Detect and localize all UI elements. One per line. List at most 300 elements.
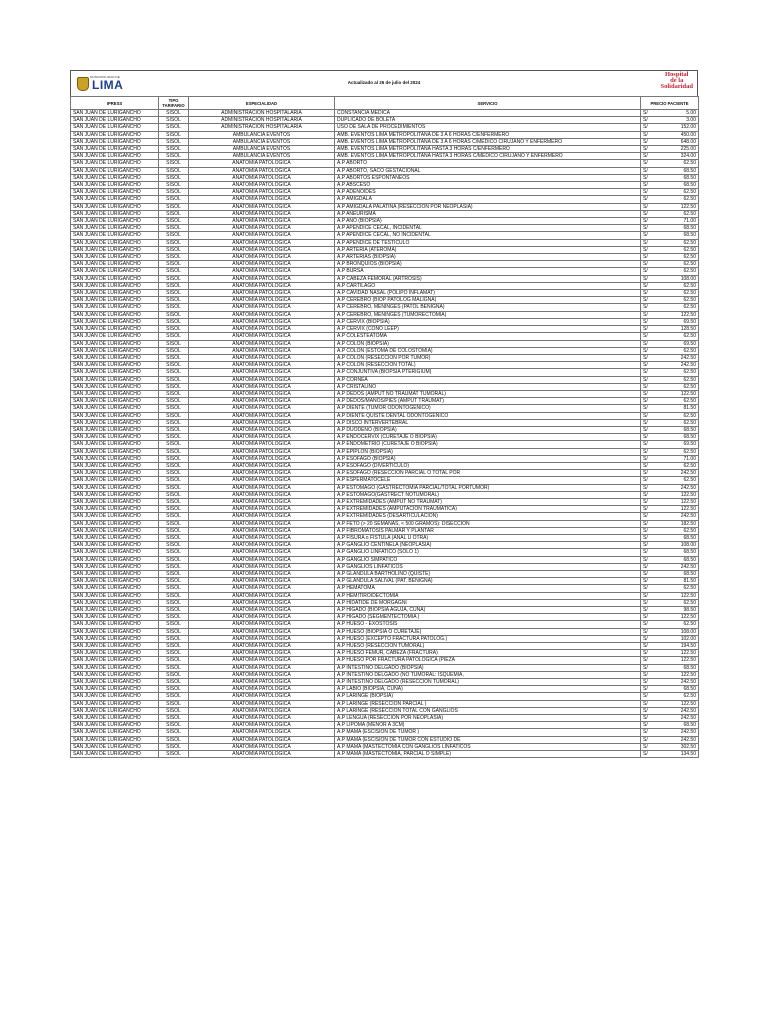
cell-especialidad: ANATOMIA PATOLOGICA	[189, 419, 335, 426]
table-row	[71, 282, 699, 289]
cell-ipress: SAN JUAN DE LURIGANCHO	[71, 290, 159, 297]
cell-tipo: SISOL	[159, 398, 189, 405]
cell-ipress: SAN JUAN DE LURIGANCHO	[71, 498, 159, 505]
cell-tipo: SISOL	[159, 513, 189, 520]
price-table	[70, 96, 699, 758]
cell-tipo: SISOL	[159, 462, 189, 469]
cell-especialidad: ANATOMIA PATOLOGICA	[189, 484, 335, 491]
cell-servicio: A.P HIDATIDE DE MORGAGNI	[335, 599, 641, 606]
table-row	[71, 174, 699, 181]
cell-ipress: SAN JUAN DE LURIGANCHO	[71, 614, 159, 621]
cell-price: 62.50	[659, 419, 699, 426]
cell-price: 108.00	[659, 542, 699, 549]
cell-tipo: SISOL	[159, 506, 189, 513]
cell-servicio: A.P CAVIDAD NASAL (POLIPO INFLAMAT)	[335, 290, 641, 297]
cell-price: 69.50	[659, 318, 699, 325]
table-row	[71, 239, 699, 246]
cell-ipress: SAN JUAN DE LURIGANCHO	[71, 398, 159, 405]
cell-especialidad: ANATOMIA PATOLOGICA	[189, 513, 335, 520]
cell-especialidad: ANATOMIA PATOLOGICA	[189, 527, 335, 534]
cell-ipress: SAN JUAN DE LURIGANCHO	[71, 578, 159, 585]
cell-ipress: SAN JUAN DE LURIGANCHO	[71, 549, 159, 556]
table-row	[71, 376, 699, 383]
cell-currency: S/	[641, 578, 659, 585]
table-row	[71, 261, 699, 268]
cell-tipo: SISOL	[159, 239, 189, 246]
cell-currency: S/	[641, 686, 659, 693]
cell-price: 68.50	[659, 556, 699, 563]
cell-ipress: SAN JUAN DE LURIGANCHO	[71, 268, 159, 275]
cell-price: 71.00	[659, 218, 699, 225]
cell-tipo: SISOL	[159, 390, 189, 397]
cell-tipo: SISOL	[159, 621, 189, 628]
cell-currency: S/	[641, 722, 659, 729]
cell-especialidad: ANATOMIA PATOLOGICA	[189, 736, 335, 743]
cell-especialidad: ANATOMIA PATOLOGICA	[189, 491, 335, 498]
table-row	[71, 311, 699, 318]
cell-price: 122.50	[659, 491, 699, 498]
cell-especialidad: ANATOMIA PATOLOGICA	[189, 621, 335, 628]
table-row	[71, 513, 699, 520]
cell-especialidad: ANATOMIA PATOLOGICA	[189, 448, 335, 455]
cell-especialidad: ANATOMIA PATOLOGICA	[189, 232, 335, 239]
cell-especialidad: ANATOMIA PATOLOGICA	[189, 520, 335, 527]
cell-tipo: SISOL	[159, 657, 189, 664]
cell-servicio: A.P COLON (RESECCION TOTAL)	[335, 362, 641, 369]
table-row	[71, 578, 699, 585]
cell-price: 62.50	[659, 599, 699, 606]
cell-especialidad: ANATOMIA PATOLOGICA	[189, 254, 335, 261]
cell-servicio: A.P LENGUA (RESECCION POR NEOPLASIA)	[335, 715, 641, 722]
cell-especialidad: ANATOMIA PATOLOGICA	[189, 506, 335, 513]
cell-tipo: SISOL	[159, 347, 189, 354]
cell-tipo: SISOL	[159, 715, 189, 722]
cell-ipress: SAN JUAN DE LURIGANCHO	[71, 117, 159, 124]
cell-price: 68.50	[659, 686, 699, 693]
cell-especialidad: AMBULANCIA EVENTOS	[189, 146, 335, 153]
table-row	[71, 203, 699, 210]
cell-tipo: SISOL	[159, 448, 189, 455]
cell-price: 152.00	[659, 124, 699, 131]
cell-price: 122.50	[659, 614, 699, 621]
cell-price: 62.50	[659, 189, 699, 196]
table-header-row	[71, 97, 699, 110]
cell-ipress: SAN JUAN DE LURIGANCHO	[71, 585, 159, 592]
cell-ipress: SAN JUAN DE LURIGANCHO	[71, 599, 159, 606]
cell-ipress: SAN JUAN DE LURIGANCHO	[71, 679, 159, 686]
cell-tipo: SISOL	[159, 376, 189, 383]
cell-especialidad: ANATOMIA PATOLOGICA	[189, 390, 335, 397]
cell-ipress: SAN JUAN DE LURIGANCHO	[71, 664, 159, 671]
cell-ipress: SAN JUAN DE LURIGANCHO	[71, 405, 159, 412]
cell-price: 62.50	[659, 333, 699, 340]
cell-currency: S/	[641, 751, 659, 758]
cell-price: 450.00	[659, 131, 699, 138]
cell-tipo: SISOL	[159, 556, 189, 563]
cell-servicio: A.P INTESTINO DELGADO (BIOPSIA)	[335, 664, 641, 671]
cell-ipress: SAN JUAN DE LURIGANCHO	[71, 426, 159, 433]
cell-especialidad: AMBULANCIA EVENTOS	[189, 153, 335, 160]
cell-currency: S/	[641, 196, 659, 203]
cell-ipress: SAN JUAN DE LURIGANCHO	[71, 182, 159, 189]
cell-currency: S/	[641, 650, 659, 657]
table-row	[71, 405, 699, 412]
table-row	[71, 664, 699, 671]
table-row	[71, 196, 699, 203]
cell-ipress: SAN JUAN DE LURIGANCHO	[71, 729, 159, 736]
cell-ipress: SAN JUAN DE LURIGANCHO	[71, 513, 159, 520]
cell-servicio: A.P APENDICE CECAL, INCIDENTAL	[335, 225, 641, 232]
cell-price: 242.50	[659, 484, 699, 491]
cell-servicio: A.P CEREBRO, MENINGES (PATOL BENIGNA)	[335, 304, 641, 311]
cell-especialidad: ANATOMIA PATOLOGICA	[189, 333, 335, 340]
cell-especialidad: ANATOMIA PATOLOGICA	[189, 282, 335, 289]
cell-especialidad: ANATOMIA PATOLOGICA	[189, 398, 335, 405]
cell-currency: S/	[641, 520, 659, 527]
cell-especialidad: ANATOMIA PATOLOGICA	[189, 455, 335, 462]
table-row	[71, 117, 699, 124]
cell-especialidad: ANATOMIA PATOLOGICA	[189, 354, 335, 361]
cell-especialidad: ANATOMIA PATOLOGICA	[189, 426, 335, 433]
cell-price: 68.50	[659, 232, 699, 239]
cell-tipo: SISOL	[159, 700, 189, 707]
cell-currency: S/	[641, 534, 659, 541]
table-row	[71, 462, 699, 469]
cell-servicio: A.P ESTOMAGO (GASTRECTOMIA PARCIAL/TOTAL PORTUMOR)	[335, 484, 641, 491]
cell-currency: S/	[641, 131, 659, 138]
cell-ipress: SAN JUAN DE LURIGANCHO	[71, 635, 159, 642]
cell-servicio: A.P CABEZA FEMORAL (ARTROSIS)	[335, 275, 641, 282]
table-row	[71, 592, 699, 599]
cell-tipo: SISOL	[159, 426, 189, 433]
cell-ipress: SAN JUAN DE LURIGANCHO	[71, 218, 159, 225]
cell-price: 242.50	[659, 679, 699, 686]
cell-servicio: A.P ENDOMETRIO (CURETAJE O BIOPSIA)	[335, 441, 641, 448]
cell-currency: S/	[641, 290, 659, 297]
cell-tipo: SISOL	[159, 412, 189, 419]
cell-price: 324.00	[659, 153, 699, 160]
cell-ipress: SAN JUAN DE LURIGANCHO	[71, 369, 159, 376]
cell-price: 62.50	[659, 398, 699, 405]
cell-ipress: SAN JUAN DE LURIGANCHO	[71, 362, 159, 369]
cell-servicio: A.P GLANDULA BARTHOLINO (QUISTE)	[335, 571, 641, 578]
cell-currency: S/	[641, 138, 659, 145]
table-row	[71, 448, 699, 455]
cell-ipress: SAN JUAN DE LURIGANCHO	[71, 607, 159, 614]
cell-ipress: SAN JUAN DE LURIGANCHO	[71, 441, 159, 448]
cell-price: 62.50	[659, 462, 699, 469]
table-row	[71, 751, 699, 758]
cell-currency: S/	[641, 679, 659, 686]
table-row	[71, 167, 699, 174]
cell-especialidad: ADMINISTRACION HOSPITALARIA	[189, 110, 335, 117]
cell-price: 225.00	[659, 146, 699, 153]
cell-servicio: A.P ESPERMATOCELE	[335, 477, 641, 484]
cell-currency: S/	[641, 635, 659, 642]
cell-servicio: A.P CEREBRO (BIOP PATOLOG MALIGNA)	[335, 297, 641, 304]
cell-servicio: A.P ABORTOS ESPONTANEOS	[335, 174, 641, 181]
table-row	[71, 138, 699, 145]
cell-tipo: SISOL	[159, 146, 189, 153]
cell-especialidad: ANATOMIA PATOLOGICA	[189, 340, 335, 347]
table-row	[71, 326, 699, 333]
cell-tipo: SISOL	[159, 686, 189, 693]
cell-especialidad: ADMINISTRACION HOSPITALARIA	[189, 117, 335, 124]
cell-tipo: SISOL	[159, 354, 189, 361]
cell-especialidad: ANATOMIA PATOLOGICA	[189, 297, 335, 304]
table-row	[71, 318, 699, 325]
cell-tipo: SISOL	[159, 318, 189, 325]
table-row	[71, 679, 699, 686]
cell-tipo: SISOL	[159, 218, 189, 225]
cell-tipo: SISOL	[159, 571, 189, 578]
cell-tipo: SISOL	[159, 693, 189, 700]
cell-tipo: SISOL	[159, 254, 189, 261]
cell-servicio: CONSTANCIA MEDICA	[335, 110, 641, 117]
cell-tipo: SISOL	[159, 167, 189, 174]
cell-ipress: SAN JUAN DE LURIGANCHO	[71, 477, 159, 484]
cell-especialidad: ANATOMIA PATOLOGICA	[189, 628, 335, 635]
cell-tipo: SISOL	[159, 362, 189, 369]
cell-currency: S/	[641, 628, 659, 635]
cell-price: 5.00	[659, 110, 699, 117]
cell-ipress: SAN JUAN DE LURIGANCHO	[71, 434, 159, 441]
cell-price: 108.00	[659, 628, 699, 635]
cell-price: 62.50	[659, 290, 699, 297]
cell-ipress: SAN JUAN DE LURIGANCHO	[71, 707, 159, 714]
table-row	[71, 268, 699, 275]
cell-price: 62.50	[659, 369, 699, 376]
cell-currency: S/	[641, 693, 659, 700]
cell-tipo: SISOL	[159, 671, 189, 678]
cell-price: 242.50	[659, 354, 699, 361]
cell-ipress: SAN JUAN DE LURIGANCHO	[71, 592, 159, 599]
table-row	[71, 643, 699, 650]
cell-servicio: A.P EXTREMIDADES (AMPUT NO TRAUMAT)	[335, 498, 641, 505]
table-row	[71, 686, 699, 693]
table-row	[71, 542, 699, 549]
cell-currency: S/	[641, 614, 659, 621]
cell-ipress: SAN JUAN DE LURIGANCHO	[71, 506, 159, 513]
cell-servicio: A.P FIBROMATOSIS PALMAR Y PLANTAR	[335, 527, 641, 534]
cell-especialidad: ANATOMIA PATOLOGICA	[189, 470, 335, 477]
cell-ipress: SAN JUAN DE LURIGANCHO	[71, 304, 159, 311]
cell-especialidad: ANATOMIA PATOLOGICA	[189, 671, 335, 678]
cell-price: 122.50	[659, 506, 699, 513]
cell-tipo: SISOL	[159, 434, 189, 441]
cell-servicio: A.P HUESO (BIOPSIA O CURETAJE)	[335, 628, 641, 635]
cell-tipo: SISOL	[159, 383, 189, 390]
cell-price: 68.50	[659, 534, 699, 541]
cell-especialidad: ANATOMIA PATOLOGICA	[189, 657, 335, 664]
cell-ipress: SAN JUAN DE LURIGANCHO	[71, 563, 159, 570]
cell-especialidad: ANATOMIA PATOLOGICA	[189, 679, 335, 686]
cell-currency: S/	[641, 225, 659, 232]
cell-ipress: SAN JUAN DE LURIGANCHO	[71, 239, 159, 246]
cell-servicio: A.P LIPOMA (MENOR A 3CM)	[335, 722, 641, 729]
cell-servicio: A.P ANEURISMA	[335, 210, 641, 217]
cell-price: 62.50	[659, 297, 699, 304]
cell-especialidad: AMBULANCIA EVENTOS	[189, 131, 335, 138]
cell-especialidad: ANATOMIA PATOLOGICA	[189, 729, 335, 736]
table-row	[71, 520, 699, 527]
cell-price: 122.50	[659, 700, 699, 707]
cell-servicio: A.P LARINGE (RESECCION TOTAL CON GANGLIOS	[335, 707, 641, 714]
cell-price: 122.50	[659, 650, 699, 657]
cell-servicio: A.P CRISTALINO	[335, 383, 641, 390]
table-row	[71, 426, 699, 433]
table-row	[71, 736, 699, 743]
cell-ipress: SAN JUAN DE LURIGANCHO	[71, 628, 159, 635]
cell-currency: S/	[641, 362, 659, 369]
cell-price: 62.50	[659, 347, 699, 354]
cell-servicio: A.P APENDICE DE TESTICULO	[335, 239, 641, 246]
table-row	[71, 304, 699, 311]
cell-especialidad: ANATOMIA PATOLOGICA	[189, 369, 335, 376]
cell-especialidad: ANATOMIA PATOLOGICA	[189, 261, 335, 268]
cell-tipo: SISOL	[159, 477, 189, 484]
table-row	[71, 556, 699, 563]
cell-ipress: SAN JUAN DE LURIGANCHO	[71, 383, 159, 390]
cell-servicio: A.P GANGLIO CENTINELA (NEOPLASIA)	[335, 542, 641, 549]
cell-currency: S/	[641, 218, 659, 225]
cell-currency: S/	[641, 146, 659, 153]
cell-servicio: A.P LARINGE (RESECCION PARCIAL )	[335, 700, 641, 707]
cell-price: 68.50	[659, 174, 699, 181]
cell-ipress: SAN JUAN DE LURIGANCHO	[71, 297, 159, 304]
cell-servicio: A.P GANGLIO SIMPATICO	[335, 556, 641, 563]
cell-price: 62.50	[659, 412, 699, 419]
cell-currency: S/	[641, 354, 659, 361]
cell-tipo: SISOL	[159, 369, 189, 376]
cell-servicio: A.P HUESO (EXCEPTO FRACTURA PATOLOG.)	[335, 635, 641, 642]
cell-ipress: SAN JUAN DE LURIGANCHO	[71, 643, 159, 650]
cell-price: 62.50	[659, 239, 699, 246]
cell-price: 648.00	[659, 138, 699, 145]
cell-servicio: A.P COLON (BIOPSIA)	[335, 340, 641, 347]
cell-especialidad: ANATOMIA PATOLOGICA	[189, 650, 335, 657]
cell-especialidad: ANATOMIA PATOLOGICA	[189, 225, 335, 232]
cell-ipress: SAN JUAN DE LURIGANCHO	[71, 318, 159, 325]
table-row	[71, 534, 699, 541]
cell-currency: S/	[641, 434, 659, 441]
cell-price: 62.50	[659, 383, 699, 390]
cell-servicio: AMB. EVENTOS LIMA METROPOLITANA HASTA 3 HORAS C/MEDICO CIRUJANO Y ENFERMERO	[335, 153, 641, 160]
cell-especialidad: ANATOMIA PATOLOGICA	[189, 715, 335, 722]
cell-especialidad: ANATOMIA PATOLOGICA	[189, 304, 335, 311]
cell-currency: S/	[641, 304, 659, 311]
cell-especialidad: ANATOMIA PATOLOGICA	[189, 751, 335, 758]
cell-currency: S/	[641, 117, 659, 124]
cell-tipo: SISOL	[159, 650, 189, 657]
cell-especialidad: ANATOMIA PATOLOGICA	[189, 167, 335, 174]
cell-ipress: SAN JUAN DE LURIGANCHO	[71, 225, 159, 232]
table-row	[71, 607, 699, 614]
logo-big-text: LIMA	[92, 78, 124, 92]
cell-ipress: SAN JUAN DE LURIGANCHO	[71, 210, 159, 217]
sheet-header	[70, 70, 698, 96]
table-row	[71, 390, 699, 397]
cell-tipo: SISOL	[159, 729, 189, 736]
table-row	[71, 369, 699, 376]
cell-servicio: A.P HEMITIROIDECTOMIA	[335, 592, 641, 599]
cell-price: 108.00	[659, 275, 699, 282]
cell-price: 68.50	[659, 225, 699, 232]
col-precio-paciente: PRECIO PACIENTE	[641, 97, 699, 110]
cell-currency: S/	[641, 585, 659, 592]
cell-ipress: SAN JUAN DE LURIGANCHO	[71, 333, 159, 340]
cell-tipo: SISOL	[159, 117, 189, 124]
cell-currency: S/	[641, 268, 659, 275]
cell-servicio: A.P EPIPLON (BIOPSIA)	[335, 448, 641, 455]
table-row	[71, 700, 699, 707]
table-row	[71, 506, 699, 513]
cell-tipo: SISOL	[159, 196, 189, 203]
cell-currency: S/	[641, 462, 659, 469]
cell-price: 122.50	[659, 203, 699, 210]
cell-currency: S/	[641, 599, 659, 606]
cell-ipress: SAN JUAN DE LURIGANCHO	[71, 412, 159, 419]
cell-price: 68.50	[659, 549, 699, 556]
cell-ipress: SAN JUAN DE LURIGANCHO	[71, 254, 159, 261]
cell-currency: S/	[641, 246, 659, 253]
table-body	[71, 110, 699, 758]
cell-ipress: SAN JUAN DE LURIGANCHO	[71, 542, 159, 549]
cell-tipo: SISOL	[159, 268, 189, 275]
table-row	[71, 434, 699, 441]
cell-currency: S/	[641, 657, 659, 664]
cell-especialidad: ANATOMIA PATOLOGICA	[189, 722, 335, 729]
cell-currency: S/	[641, 455, 659, 462]
cell-servicio: AMB. EVENTOS LIMA METROPOLITANA DE 3 A 6 HORAS C/MEDICO CIRUJANO Y ENFERMERO	[335, 138, 641, 145]
cell-price: 68.50	[659, 664, 699, 671]
cell-ipress: SAN JUAN DE LURIGANCHO	[71, 491, 159, 498]
cell-especialidad: ANATOMIA PATOLOGICA	[189, 693, 335, 700]
cell-price: 122.50	[659, 311, 699, 318]
cell-currency: S/	[641, 254, 659, 261]
cell-currency: S/	[641, 210, 659, 217]
cell-servicio: A.P INTESTINO DELGADO (RESECCION TUMORAL)	[335, 679, 641, 686]
cell-price: 68.50	[659, 434, 699, 441]
cell-ipress: SAN JUAN DE LURIGANCHO	[71, 390, 159, 397]
cell-especialidad: ANATOMIA PATOLOGICA	[189, 160, 335, 167]
cell-servicio: A.P DIENTE (TUMOR ODONTOGENICO)	[335, 405, 641, 412]
cell-especialidad: ANATOMIA PATOLOGICA	[189, 203, 335, 210]
cell-ipress: SAN JUAN DE LURIGANCHO	[71, 347, 159, 354]
cell-ipress: SAN JUAN DE LURIGANCHO	[71, 146, 159, 153]
cell-ipress: SAN JUAN DE LURIGANCHO	[71, 311, 159, 318]
cell-price: 62.50	[659, 246, 699, 253]
cell-ipress: SAN JUAN DE LURIGANCHO	[71, 153, 159, 160]
cell-ipress: SAN JUAN DE LURIGANCHO	[71, 556, 159, 563]
cell-tipo: SISOL	[159, 138, 189, 145]
table-row	[71, 131, 699, 138]
cell-tipo: SISOL	[159, 527, 189, 534]
cell-ipress: SAN JUAN DE LURIGANCHO	[71, 743, 159, 750]
cell-especialidad: ANATOMIA PATOLOGICA	[189, 707, 335, 714]
cell-price: 81.50	[659, 578, 699, 585]
cell-tipo: SISOL	[159, 189, 189, 196]
table-row	[71, 722, 699, 729]
table-row	[71, 210, 699, 217]
cell-tipo: SISOL	[159, 419, 189, 426]
cell-especialidad: ANATOMIA PATOLOGICA	[189, 743, 335, 750]
table-row	[71, 621, 699, 628]
cell-servicio: A.P CEREBRO, MENINGES (TUMORECTOMIA)	[335, 311, 641, 318]
cell-especialidad: ANATOMIA PATOLOGICA	[189, 182, 335, 189]
cell-tipo: SISOL	[159, 210, 189, 217]
cell-servicio: A.P DEDOS/MANOS/PIES (AMPUT TRAUMAT)	[335, 398, 641, 405]
